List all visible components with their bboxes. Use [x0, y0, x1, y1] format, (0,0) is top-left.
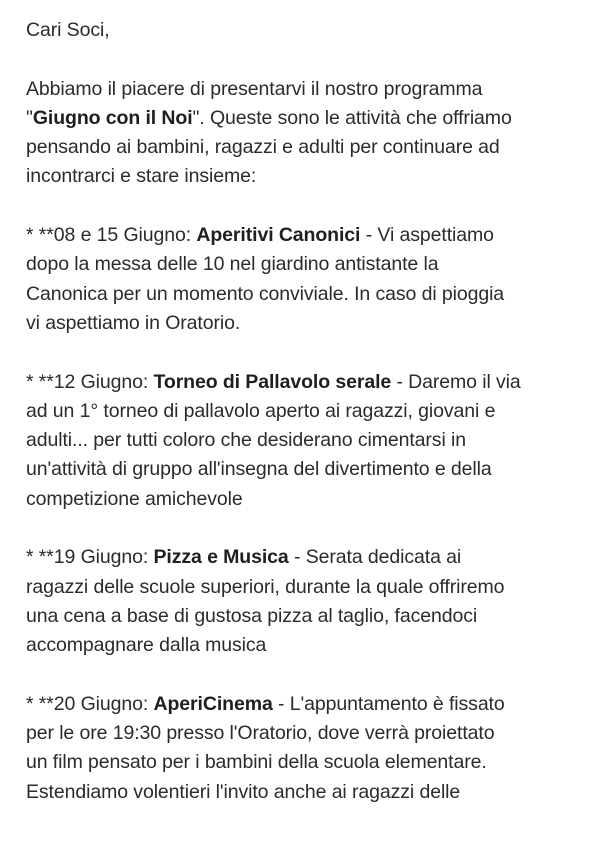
- intro-line: Abbiamo il piacere di presentarvi il nostro programma: [26, 77, 483, 100]
- event-paragraph: [26, 543, 592, 660]
- greeting: [26, 16, 592, 45]
- event-paragraph: [26, 221, 592, 338]
- event-line: ragazzi delle scuole superiori, durante la quale offriremo: [26, 575, 505, 598]
- event-text: - Daremo il via: [391, 370, 521, 393]
- event-line: adulti... per tutti coloro che desiderano cimentarsi in: [26, 429, 466, 452]
- event-heading-line: [26, 221, 592, 250]
- event-heading-line: [26, 368, 592, 397]
- event-paragraph: [26, 368, 592, 514]
- event-paragraph: [26, 690, 592, 807]
- event-line: una cena a base di gustosa pizza al taglio, facendoci: [26, 604, 478, 627]
- event-line: ad un 1° torneo di pallavolo aperto ai ragazzi, giovani e: [26, 399, 496, 422]
- event-line: Estendiamo volentieri l'invito anche ai ragazzi delle: [26, 780, 461, 803]
- event-title: Torneo di Pallavolo serale: [153, 370, 392, 393]
- event-date: * **12 Giugno:: [26, 370, 154, 393]
- quote-open: ": [26, 106, 33, 129]
- event-line: un film pensato per i bambini della scuola elementare.: [26, 751, 487, 774]
- intro-line: incontrarci e stare insieme:: [26, 165, 257, 188]
- event-title: Pizza e Musica: [153, 546, 289, 569]
- event-line: Canonica per un momento conviviale. In caso di pioggia: [26, 282, 505, 305]
- event-title: Aperitivi Canonici: [196, 224, 361, 247]
- intro-line: pensando ai bambini, ragazzi e adulti per continuare ad: [26, 136, 500, 159]
- event-heading-line: [26, 690, 592, 719]
- intro-text: ". Queste sono le attività che offriamo: [192, 106, 512, 129]
- event-text: - L'appuntamento è fissato: [272, 692, 505, 715]
- event-line: per le ore 19:30 presso l'Oratorio, dove verrà proiettato: [26, 722, 495, 745]
- event-line: dopo la messa delle 10 nel giardino antistante la: [26, 253, 439, 276]
- event-line: accompagnare dalla musica: [26, 634, 267, 657]
- intro-paragraph: [26, 75, 592, 192]
- event-title: AperiCinema: [153, 692, 273, 715]
- event-line: competizione amichevole: [26, 487, 243, 510]
- event-heading-line: [26, 543, 592, 572]
- program-title: Giugno con il Noi: [32, 106, 193, 129]
- event-date: * **20 Giugno:: [26, 692, 154, 715]
- event-text: - Serata dedicata ai: [288, 546, 462, 569]
- greeting-text: Cari Soci,: [26, 19, 110, 41]
- event-date: * **08 e 15 Giugno:: [26, 224, 197, 247]
- event-text: - Vi aspettiamo: [360, 224, 494, 247]
- message-body: [26, 16, 592, 836]
- event-date: * **19 Giugno:: [26, 546, 154, 569]
- intro-line: [26, 104, 592, 133]
- event-line: un'attività di gruppo all'insegna del divertimento e della: [26, 458, 492, 481]
- event-line: vi aspettiamo in Oratorio.: [26, 311, 241, 334]
